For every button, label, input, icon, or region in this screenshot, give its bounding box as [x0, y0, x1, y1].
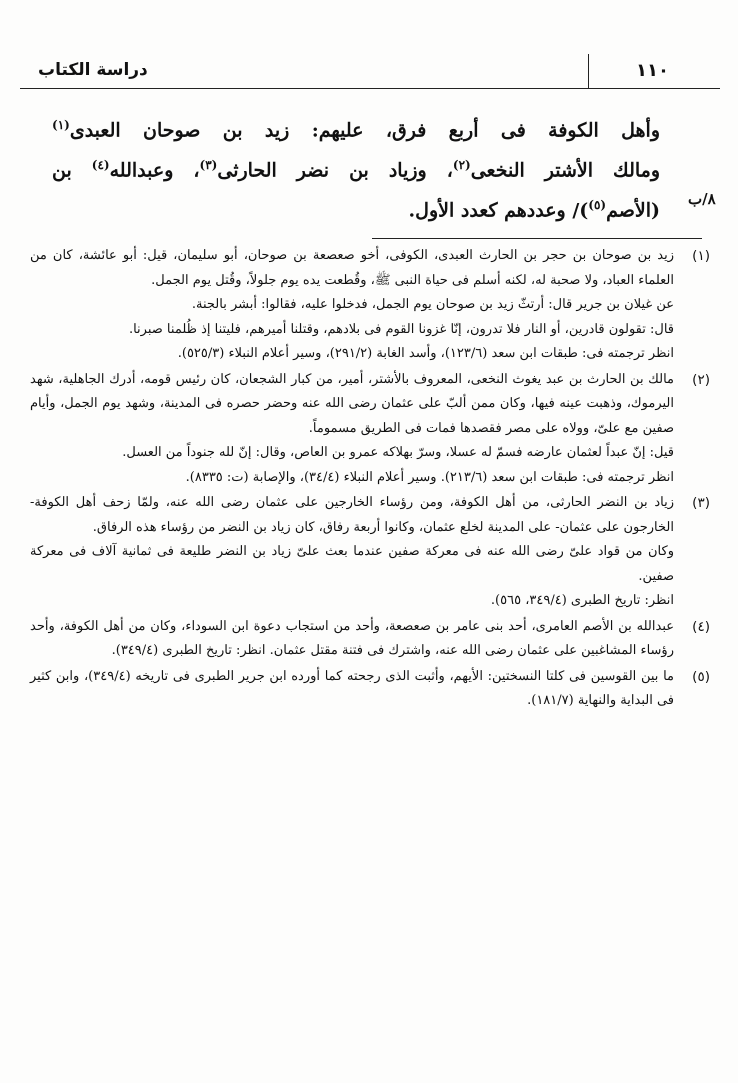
- footnote-4: [30, 615, 710, 664]
- footnote-paragraph: قال: تقولون قادرين، أو النار فلا تدرون، إنّا غزونا القوم فى بلادهم، وقتلنا أميرهم، فليتنا إذ ظُلمنا صبرنا.: [128, 321, 674, 337]
- footnote-separator: [372, 238, 702, 239]
- footnote-5: [30, 665, 710, 714]
- footnotes: [30, 244, 710, 715]
- main-text-fragment: ، وعبدالله: [109, 159, 200, 182]
- folio-margin-mark: ٨/ب: [688, 190, 716, 208]
- footnote-paragraph: عن غيلان بن جرير قال: أرتثّ زيد بن صوحان يوم الجمل، فدخلوا عليه، فقالوا: أبشر بالجنة.: [191, 297, 674, 312]
- footnote-paragraph: قيل: إنّ عبداً لعثمان عارضه فسمّ له عسلا، وسرّ بهلاكه عمرو بن العاص، وقال: إنّ لله جنوداً من العسل.: [122, 445, 674, 460]
- footnote-number: (٤): [692, 618, 710, 635]
- footnote-paragraph: وكان من قواد علىّ رضى الله عنه فى معركة صفين عندما بعث علىّ زياد بن النضر طليعة فى ثمانية آلاف فى معركة صفين.: [30, 544, 674, 584]
- main-text-fragment: ، وزياد بن نضر الحارثى: [217, 159, 453, 182]
- main-text-fragment: ومالك الأشتر النخعى: [470, 159, 661, 182]
- main-text-fragment: بن: [52, 159, 92, 182]
- header-rule: [20, 88, 720, 89]
- footnote-paragraph: انظر ترجمته فى: طبقات ابن سعد (٢١٣/٦). وسير أعلام النبلاء (٣٤/٤)، والإصابة (ت: ٨٣٣٥).: [185, 469, 674, 485]
- footnote-paragraph: انظر ترجمته فى: طبقات ابن سعد (١٢٣/٦)، وأسد الغابة (٢٩١/٢)، وسير أعلام النبلاء (٥٢٥/٣).: [177, 346, 674, 361]
- main-line-3: [52, 186, 660, 226]
- footnote-ref-1[interactable]: (١): [52, 118, 70, 132]
- footnote-number: (١): [692, 248, 710, 264]
- running-title: دراسة الكتاب: [38, 60, 148, 80]
- footnote-paragraph: عبدالله بن الأصم العامرى، أحد بنى عامر بن صعصعة، وأحد من استجاب دعوة ابن السوداء، وكان من أهل الكوفة، وأحد رؤساء المشاغبين على عثمان رضى الله عنه، واشترك فى فتنة مقتل عثمان. انظر: تاريخ الطبرى (٣٤٩/٤).: [30, 618, 674, 658]
- main-line-2: [52, 146, 660, 186]
- main-text-fragment: )/ وعددهم كعدد الأول.: [408, 199, 589, 222]
- footnote-paragraph: ما بين القوسين فى كلتا النسختين: الأيهم، وأثبت الذى رجحته كما أورده ابن جرير الطبرى فى تاريخه (٣٤٩/٤)، وابن كثير فى البداية والنهاية (١٨١/٧).: [30, 668, 674, 708]
- footnote-2: [30, 368, 710, 491]
- footnote-number: (٢): [692, 371, 710, 388]
- footnote-paragraph: مالك بن الحارث بن عبد يغوث النخعى، المعروف بالأشتر، أمير، من كبار الشجعان، كان رئيس قومه، أدرك الجاهلية، شهد اليرموك، وذهبت عينه فيها، وكان ممن ألبّ على عثمان رضى الله عنه وحضر حصره فى المدينة، وشهد يوم الجمل، وأيام صفين مع علىّ، وولاه على مصر فقصدها فمات فى الطريق مسموماً.: [30, 371, 674, 436]
- footnote-number: (٥): [692, 668, 710, 685]
- page-number: ١١٠: [588, 54, 716, 88]
- main-line-1: [52, 106, 660, 146]
- footnote-paragraph: زيد بن صوحان بن حجر بن الحارث العبدى، الكوفى، أخو صعصعة بن صوحان، أبو سليمان، قيل: أبو عائشة، كان من العلماء العباد، ولا صحبة له، لكنه أسلم فى حياة النبى ﷺ، وقُطعت يده يوم جلولاً، وقُتل يوم الجمل.: [30, 248, 674, 288]
- main-text: [52, 106, 660, 226]
- footnote-3: [30, 491, 710, 614]
- footnote-ref-2[interactable]: (٢): [452, 158, 471, 172]
- footnote-1: [30, 244, 710, 367]
- main-text-fragment: (الأصم: [606, 199, 660, 222]
- footnote-ref-5[interactable]: (٥): [588, 198, 607, 212]
- footnote-paragraph: انظر: تاريخ الطبرى (٣٤٩/٤، ٥٦٥).: [490, 593, 674, 608]
- page-header: [20, 52, 720, 96]
- footnote-number: (٣): [692, 495, 710, 511]
- footnote-paragraph: زياد بن النضر الحارثى، من أهل الكوفة، ومن رؤساء الخارجين على عثمان رضى الله عنه، ولمّا زحف أهل الكوفة- الخارجون على عثمان- على المدينة لخلع عثمان، وكانوا أربعة رفاق، كان زياد بن النضر من رؤساء هذه الرفاق.: [30, 495, 674, 535]
- main-text-fragment: وأهل الكوفة فى أربع فرق، عليهم: زيد بن صوحان العبدى: [69, 119, 660, 142]
- footnote-ref-3[interactable]: (٣): [199, 158, 218, 172]
- footnote-ref-4[interactable]: (٤): [91, 158, 110, 172]
